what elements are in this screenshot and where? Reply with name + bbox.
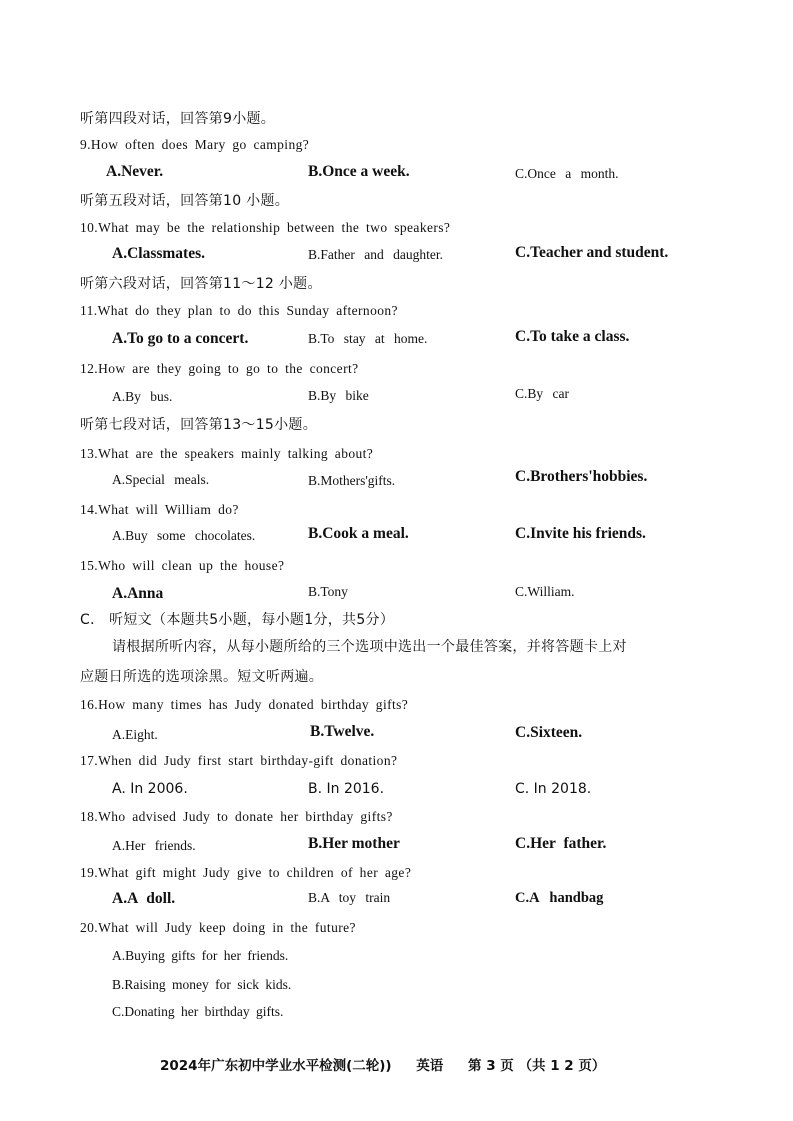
q20-option-b: B.Raising money for sick kids. (112, 977, 292, 992)
q17-option-b: B. In 2016. (308, 781, 385, 797)
question-18: 18.Who advised Judy to donate her birthday gifts? (80, 809, 393, 824)
q19-option-c: C.A handbag (515, 890, 604, 906)
q20-option-c: C.Donating her birthday gifts. (112, 1004, 284, 1019)
q16-option-c: C.Sixteen. (515, 724, 583, 741)
q18-option-c: C.Her father. (515, 835, 607, 852)
question-19: 19.What gift might Judy give to children of her age? (80, 865, 412, 880)
q14-option-b: B.Cook a meal. (308, 525, 409, 542)
part-c-heading: C． 听短文（本题共5小题，每小题1分，共5分） (80, 612, 395, 628)
q9-option-b: B.Once a week. (308, 163, 410, 180)
q16-option-b: B.Twelve. (310, 723, 375, 740)
section-heading-4: 听第四段对话，回答第9小题。 (80, 111, 276, 127)
q9-option-a: A.Never. (106, 163, 164, 180)
q9-option-c: C.Once a month. (515, 166, 619, 181)
q11-option-c: C.To take a class. (515, 328, 630, 345)
footer-page-number: 第 3 页 （共 1 2 页） (468, 1058, 606, 1074)
q13-option-a: A.Special meals. (112, 472, 210, 487)
question-17: 17.When did Judy first start birthday-gift donation? (80, 753, 398, 768)
q11-option-b: B.To stay at home. (308, 331, 428, 346)
q15-option-b: B.Tony (308, 584, 348, 599)
question-11: 11.What do they plan to do this Sunday afternoon? (80, 303, 398, 318)
footer-subject: 英语 (416, 1058, 444, 1074)
q13-option-c: C.Brothers'hobbies. (515, 468, 648, 485)
q18-option-a: A.Her friends. (112, 838, 196, 853)
q12-option-c: C.By car (515, 386, 569, 401)
q10-option-a: A.Classmates. (112, 245, 205, 262)
section-heading-5: 听第五段对话，回答第10 小题。 (80, 193, 290, 209)
q20-option-a: A.Buying gifts for her friends. (112, 948, 289, 963)
part-c-instruction-line1: 请根据所听内容，从每小题所给的三个选项中选出一个最佳答案，并将答题卡上对 (112, 639, 627, 655)
q10-option-b: B.Father and daughter. (308, 247, 443, 262)
q10-option-c: C.Teacher and student. (515, 244, 669, 261)
question-16: 16.How many times has Judy donated birthday gifts? (80, 697, 409, 712)
q19-option-a: A.A doll. (112, 890, 176, 907)
question-15: 15.Who will clean up the house? (80, 558, 285, 573)
q16-option-a: A.Eight. (112, 727, 158, 742)
q17-option-c: C. In 2018. (515, 781, 592, 797)
q12-option-b: B.By bike (308, 388, 369, 403)
q14-option-a: A.Buy some chocolates. (112, 528, 256, 543)
part-c-instruction-line2: 应题日所选的选项涂黑。短文听两遍。 (80, 669, 324, 685)
q18-option-b: B.Her mother (308, 835, 400, 852)
section-heading-7: 听第七段对话，回答第13～15小题。 (80, 417, 318, 433)
question-14: 14.What will William do? (80, 502, 239, 517)
q15-option-a: A.Anna (112, 585, 164, 602)
q19-option-b: B.A toy train (308, 890, 391, 905)
question-13: 13.What are the speakers mainly talking about? (80, 446, 374, 461)
q11-option-a: A.To go to a concert. (112, 330, 249, 347)
question-20: 20.What will Judy keep doing in the future? (80, 920, 356, 935)
question-10: 10.What may be the relationship between the two speakers? (80, 220, 451, 235)
q14-option-c: C.Invite his friends. (515, 525, 646, 542)
section-heading-6: 听第六段对话，回答第11～12 小题。 (80, 276, 322, 292)
q13-option-b: B.Mothers'gifts. (308, 473, 396, 488)
question-12: 12.How are they going to go to the concert? (80, 361, 359, 376)
q15-option-c: C.William. (515, 584, 575, 599)
q12-option-a: A.By bus. (112, 389, 173, 404)
page-footer (160, 1054, 625, 1074)
question-9: 9.How often does Mary go camping? (80, 137, 310, 152)
q17-option-a: A. In 2006. (112, 781, 188, 797)
footer-exam-title: 2024年广东初中学业水平检测(二轮)) (160, 1058, 392, 1074)
